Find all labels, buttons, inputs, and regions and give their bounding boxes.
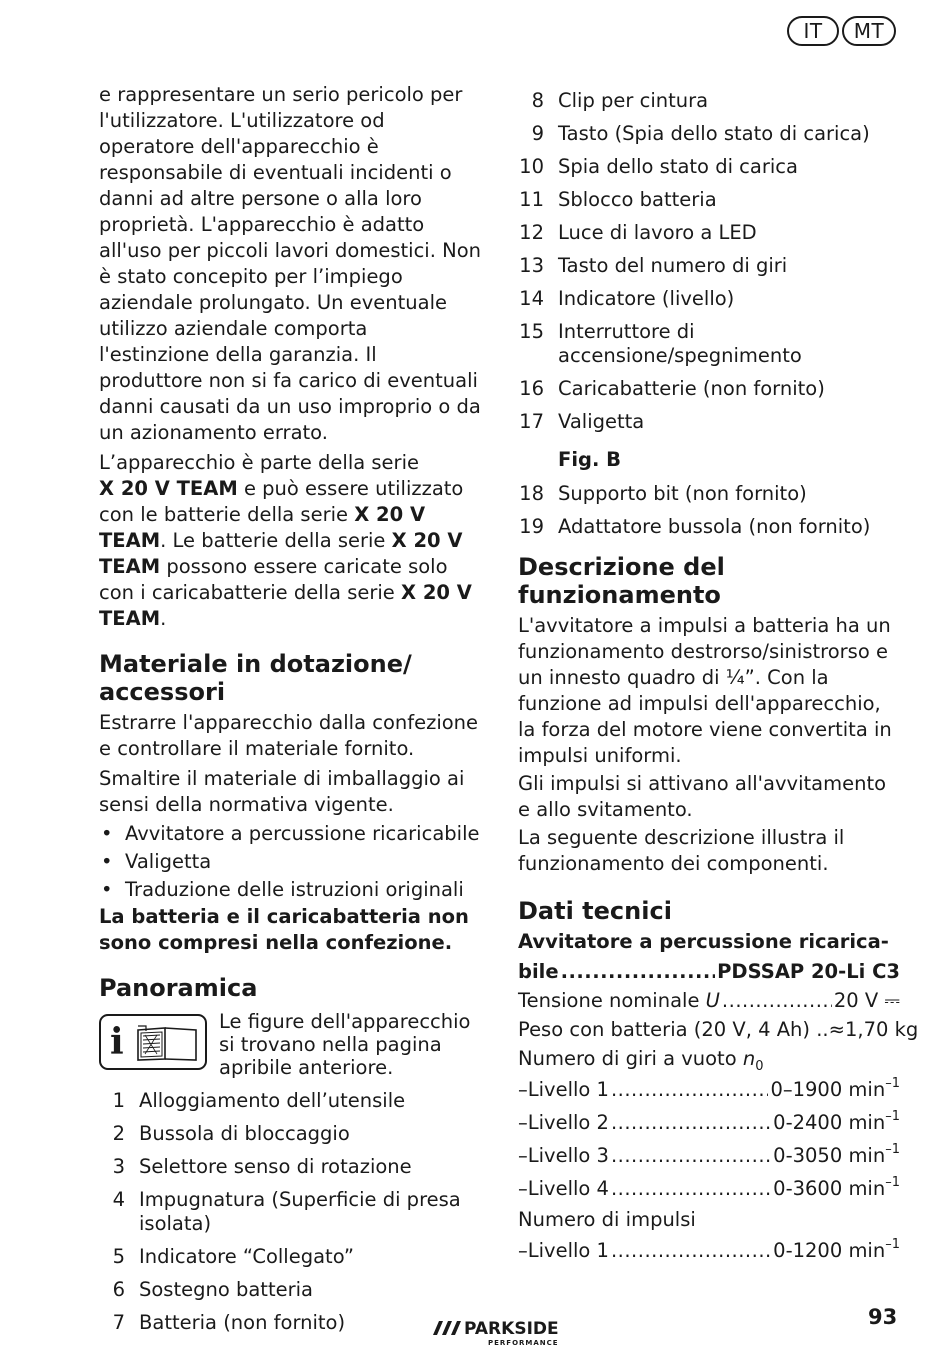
parts-list-a	[518, 89, 900, 434]
dot-leader	[611, 1234, 771, 1267]
list-item	[99, 1155, 481, 1179]
item-text: Caricabatterie (non fornito)	[558, 377, 825, 400]
item-text: Spia dello stato di carica	[558, 155, 798, 178]
item-number: 7	[112, 1311, 125, 1334]
product-title-line2	[518, 957, 900, 986]
list-item	[99, 1245, 481, 1269]
list-item	[518, 221, 900, 245]
materiale-paragraph-2: Smaltire il materiale di imballaggio ai sensi della normativa vigente.	[99, 767, 465, 816]
descrizione-paragraph-2: Gli impulsi si attivano all'avvitamento e allo svitamento.	[518, 772, 887, 821]
info-note	[99, 1010, 481, 1079]
spec-label: Peso con batteria (20 V, 4 Ah) ..	[518, 1018, 829, 1041]
level-value-text: 0-3600 min	[773, 1177, 886, 1200]
list-item	[518, 188, 900, 212]
item-text: Impugnatura (Superficie di presa isolata)	[139, 1188, 461, 1235]
spec-symbol: n	[742, 1047, 756, 1070]
item-text: Indicatore “Collegato”	[139, 1245, 355, 1268]
list-item	[518, 515, 900, 539]
descrizione-paragraph-3: La seguente descrizione illustra il funzionamento dei componenti.	[518, 826, 845, 875]
list-item	[518, 410, 900, 434]
spec-label	[518, 986, 720, 1015]
list-item	[518, 122, 900, 146]
level-exponent: –1	[885, 1236, 900, 1252]
lang-badge-it: IT	[787, 16, 839, 46]
item-text: Sblocco batteria	[558, 188, 717, 211]
intro-paragraph: e rappresentare un serio pericolo per l'utilizzatore. L'utilizzatore od operatore dell'apparecchio è responsabile di eventuali incidenti o danni ad altre persone o alla loro proprietà. L'apparecchio è adatto all'uso per piccoli lavori domestici. Non è stato concepito per l’impiego aziendale prolungato. Un eventuale utilizzo aziendale comporta l'estinzione della garanzia. Il produttore non si fa carico di eventuali danni causati da un uso improprio o da un azionamento errato.	[99, 83, 481, 444]
info-book-icon	[99, 1014, 207, 1070]
item-number: 5	[112, 1245, 125, 1268]
spec-label-text: Numero di giri a vuoto	[518, 1047, 743, 1070]
level-exponent: –1	[885, 1108, 900, 1124]
item-number: 13	[519, 254, 544, 277]
spec-row-level	[518, 1106, 900, 1139]
list-item	[99, 1089, 481, 1113]
spec-value: ≈1,70 kg	[828, 1018, 919, 1041]
spec-symbol: U	[705, 989, 720, 1012]
item-number: 1	[112, 1089, 125, 1112]
item-number: 4	[112, 1188, 125, 1211]
item-number: 16	[519, 377, 544, 400]
item-text: Clip per cintura	[558, 89, 709, 112]
spec-row-level	[518, 1172, 900, 1205]
level-value	[773, 1234, 900, 1267]
info-text: Le figure dell'apparecchio si trovano nella pagina apribile anteriore.	[219, 1010, 471, 1079]
level-value	[773, 1172, 900, 1205]
right-column	[518, 89, 919, 1267]
level-label: –Livello 4	[518, 1177, 609, 1200]
list-item	[99, 1122, 481, 1146]
list-item: • Valigetta	[99, 848, 481, 876]
dot-leader	[611, 1139, 771, 1172]
left-column	[99, 82, 481, 1344]
spec-row-tensione	[518, 986, 900, 1015]
level-value	[773, 1106, 900, 1139]
series-name: X 20 V TEAM	[99, 529, 463, 578]
series-text-3: . Le batterie della serie	[160, 529, 392, 552]
spec-row-impulsi	[518, 1205, 900, 1234]
item-number: 15	[519, 320, 544, 343]
series-text-2: e può essere utilizzato con le batterie della serie	[99, 477, 464, 526]
materiale-bullet-list	[99, 820, 481, 904]
level-value-text: 0-2400 min	[773, 1111, 886, 1134]
list-item	[518, 377, 900, 401]
list-item	[99, 1278, 481, 1302]
item-text: Bussola di bloccaggio	[139, 1122, 350, 1145]
brand-name: PARKSIDE	[464, 1319, 559, 1339]
item-number: 8	[531, 89, 544, 112]
level-label: –Livello 2	[518, 1111, 609, 1134]
brand-sub: PERFORMANCE	[488, 1339, 559, 1347]
item-number: 9	[531, 122, 544, 145]
level-exponent: –1	[885, 1174, 900, 1190]
list-item: • Traduzione delle istruzioni originali	[99, 876, 481, 904]
series-name: X 20 V TEAM	[99, 477, 238, 500]
list-item	[99, 1311, 481, 1335]
open-book-icon	[135, 1024, 199, 1062]
heading-panoramica: Panoramica	[99, 974, 258, 1002]
item-text: Tasto (Spia dello stato di carica)	[558, 122, 870, 145]
item-text: Alloggiamento dell’utensile	[139, 1089, 406, 1112]
item-number: 18	[519, 482, 544, 505]
spec-subscript: 0	[755, 1058, 764, 1074]
panoramica-list	[99, 1089, 481, 1335]
level-label: –Livello 3	[518, 1144, 609, 1167]
info-letter: i	[110, 1021, 124, 1063]
descrizione-paragraph-1: L'avvitatore a impulsi a batteria ha un funzionamento destrorso/sinistrorso e un innesto quadro di ¼”. Con la funzione ad impulsi dell'apparecchio, la forza del motore viene convertita in impulsi uniformi.	[518, 614, 892, 767]
item-number: 12	[519, 221, 544, 244]
spec-value: 20 V ⎓	[833, 989, 900, 1012]
list-item	[518, 89, 900, 113]
level-value	[773, 1139, 900, 1172]
product-title-line1: Avvitatore a percussione ricarica-	[518, 930, 889, 953]
item-text: Selettore senso di rotazione	[139, 1155, 412, 1178]
item-text: Sostegno batteria	[139, 1278, 313, 1301]
parts-list-b	[518, 482, 900, 539]
item-number: 10	[519, 155, 544, 178]
level-exponent: –1	[885, 1141, 900, 1157]
level-label: –Livello 1	[518, 1239, 609, 1262]
lang-badge-mt: MT	[842, 16, 896, 46]
item-number: 17	[519, 410, 544, 433]
list-item	[518, 320, 900, 368]
materiale-paragraph-1: Estrarre l'apparecchio dalla confezione e controllare il materiale fornito.	[99, 711, 479, 760]
level-value	[770, 1073, 900, 1106]
product-title-label: bile	[518, 960, 559, 983]
item-text: Luce di lavoro a LED	[558, 221, 757, 244]
item-number: 2	[112, 1122, 125, 1145]
item-text: Adattatore bussola (non fornito)	[558, 515, 871, 538]
heading-descrizione: Descrizione del funzionamento	[518, 553, 725, 609]
list-item	[518, 482, 900, 506]
list-item	[518, 254, 900, 278]
parkside-logo	[430, 1313, 590, 1347]
spec-row-peso	[518, 1015, 919, 1044]
item-text: Valigetta	[558, 410, 645, 433]
dot-leader	[722, 986, 832, 1015]
item-number: 19	[519, 515, 544, 538]
series-name: X 20 V TEAM	[99, 581, 472, 630]
dot-leader	[611, 1106, 771, 1139]
materiale-note	[99, 904, 481, 956]
product-model: PDSSAP 20-Li C3	[717, 960, 900, 983]
dot-leader	[611, 1073, 769, 1106]
level-value-text: 0–1900 min	[770, 1078, 886, 1101]
level-value-text: 0-1200 min	[773, 1239, 886, 1262]
spec-label-text: Tensione nominale	[518, 989, 706, 1012]
spec-row-level	[518, 1139, 900, 1172]
spec-row-level	[518, 1234, 900, 1267]
item-number: 14	[519, 287, 544, 310]
dot-leader	[561, 957, 716, 986]
spec-label: Numero di impulsi	[518, 1208, 696, 1231]
list-item	[518, 287, 900, 311]
materiale-note-text: La batteria e il caricabatteria non sono compresi nella confezione.	[99, 905, 469, 954]
list-item: • Avvitatore a percussione ricaricabile	[99, 820, 481, 848]
dot-leader	[611, 1172, 771, 1205]
item-number: 6	[112, 1278, 125, 1301]
fig-b-label: Fig. B	[558, 448, 622, 471]
item-text: Interruttore di accensione/spegnimento	[558, 320, 802, 367]
item-number: 11	[519, 188, 544, 211]
list-item	[99, 1188, 481, 1236]
level-value-text: 0-3050 min	[773, 1144, 886, 1167]
list-item	[518, 155, 900, 179]
item-number: 3	[112, 1155, 125, 1178]
item-text: Batteria (non fornito)	[139, 1311, 346, 1334]
item-text: Indicatore (livello)	[558, 287, 735, 310]
item-text: Tasto del numero di giri	[558, 254, 788, 277]
spec-label	[518, 1044, 763, 1073]
series-text-1: L’apparecchio è parte della serie	[99, 451, 419, 474]
level-exponent: –1	[885, 1075, 900, 1091]
series-text-4: possono essere caricate solo con i caricabatterie della serie	[99, 555, 448, 604]
series-paragraph	[99, 450, 481, 632]
spec-row-level	[518, 1073, 900, 1106]
level-label: –Livello 1	[518, 1078, 609, 1101]
item-text: Supporto bit (non fornito)	[558, 482, 807, 505]
spec-row-giri	[518, 1044, 900, 1073]
heading-dati-tecnici: Dati tecnici	[518, 897, 672, 925]
series-name: X 20 V TEAM	[99, 503, 426, 552]
heading-materiale: Materiale in dotazione/ accessori	[99, 650, 412, 706]
page-number: 93	[868, 1305, 898, 1329]
series-text-5: .	[160, 607, 167, 630]
